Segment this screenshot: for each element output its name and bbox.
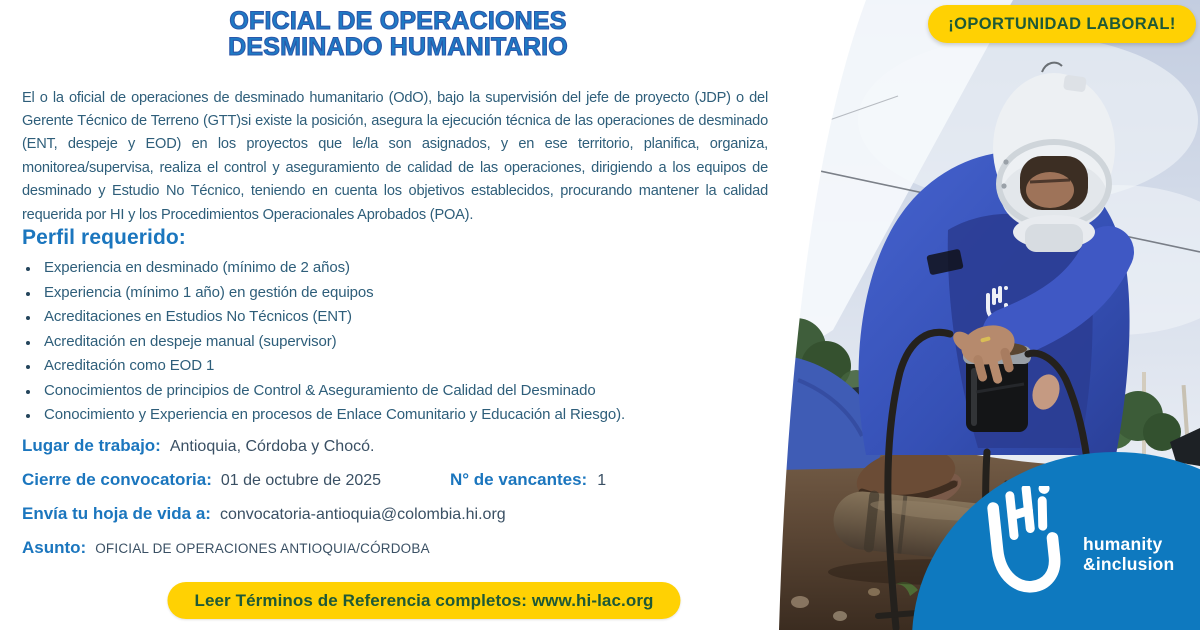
deadline-row	[22, 470, 772, 493]
page-title	[8, 8, 788, 60]
send-cv-label: Envía tu hoja de vida a:	[22, 504, 211, 523]
vacancies-group	[450, 470, 606, 490]
profile-bullet: • Experiencia en desminado (mínimo de 2 años)	[40, 256, 780, 281]
deadline-label: Cierre de convocatoria:	[22, 470, 212, 489]
page-title-line2: DESMINADO HUMANITARIO	[228, 33, 568, 61]
job-description: El o la oficial de operaciones de desminado humanitario (OdO), bajo la supervisión del jefe de proyecto (JDP) o del Gerente Técnico de Terreno (GTT)si existe la posición, asegura la ejecución técnica de las operaciones de desminado (ENT, despeje y EOD) en los proyectos que le/la son asignados, y en ese territorio, planifica, organiza, monitorea/supervisa, realiza el control y aseguramiento de calidad de las operaciones, dirigiendo a los equipos de desminado y Estudio No Técnico, teniendo en cuenta los objetivos establecidos, procurando mantener la calidad requerida por HI y los Procedimientos Operacionales Aprobados (POA).	[22, 89, 768, 223]
profile-bullet: • Acreditación como EOD 1	[40, 354, 780, 379]
opportunity-badge-label: ¡OPORTUNIDAD LABORAL!	[948, 14, 1176, 33]
vacancies-value: 1	[597, 472, 607, 489]
send-cv-email[interactable]: convocatoria-antioquia@colombia.hi.org	[219, 506, 506, 523]
profile-bullet: • Acreditación en despeje manual (supervisor)	[40, 330, 780, 355]
hi-hand-logo-icon	[985, 486, 1065, 602]
subject-value: OFICIAL DE OPERACIONES ANTIOQUIA/CÓRDOBA	[95, 541, 430, 556]
vacancies-label: N° de vancantes:	[450, 470, 588, 489]
workplace-row	[22, 436, 772, 459]
profile-bullet: • Acreditaciones en Estudios No Técnicos (ENT)	[40, 305, 780, 330]
deadline-value: 01 de octubre de 2025	[220, 472, 382, 489]
brand-wordmark	[1083, 535, 1174, 574]
workplace-value: Antioquia, Córdoba y Chocó.	[169, 438, 375, 455]
profile-bullet: • Conocimientos de principios de Control & Aseguramiento de Calidad del Desminado	[40, 379, 780, 404]
subject-row	[22, 538, 772, 561]
send-cv-row	[22, 504, 772, 527]
profile-heading: Perfil requerido:	[22, 226, 186, 249]
opportunity-badge	[928, 5, 1196, 43]
brand-wordmark-line2: &inclusion	[1083, 553, 1175, 574]
brand-wordmark-line1: humanity	[1083, 534, 1163, 554]
job-details	[22, 430, 772, 572]
profile-bullet: • Experiencia (mínimo 1 año) en gestión de equipos	[40, 281, 780, 306]
profile-bullet: • Conocimiento y Experiencia en procesos de Enlace Comunitario y Educación al Riesgo).	[40, 403, 780, 428]
page-title-line1: OFICIAL DE OPERACIONES	[229, 7, 567, 35]
profile-requirements-list	[22, 256, 780, 428]
subject-label: Asunto:	[22, 538, 87, 557]
hi-brand-logo	[975, 478, 1200, 628]
workplace-label: Lugar de trabajo:	[22, 436, 161, 455]
terms-of-reference-button[interactable]: Leer Términos de Referencia completos: www.hi-lac.org	[167, 582, 680, 619]
